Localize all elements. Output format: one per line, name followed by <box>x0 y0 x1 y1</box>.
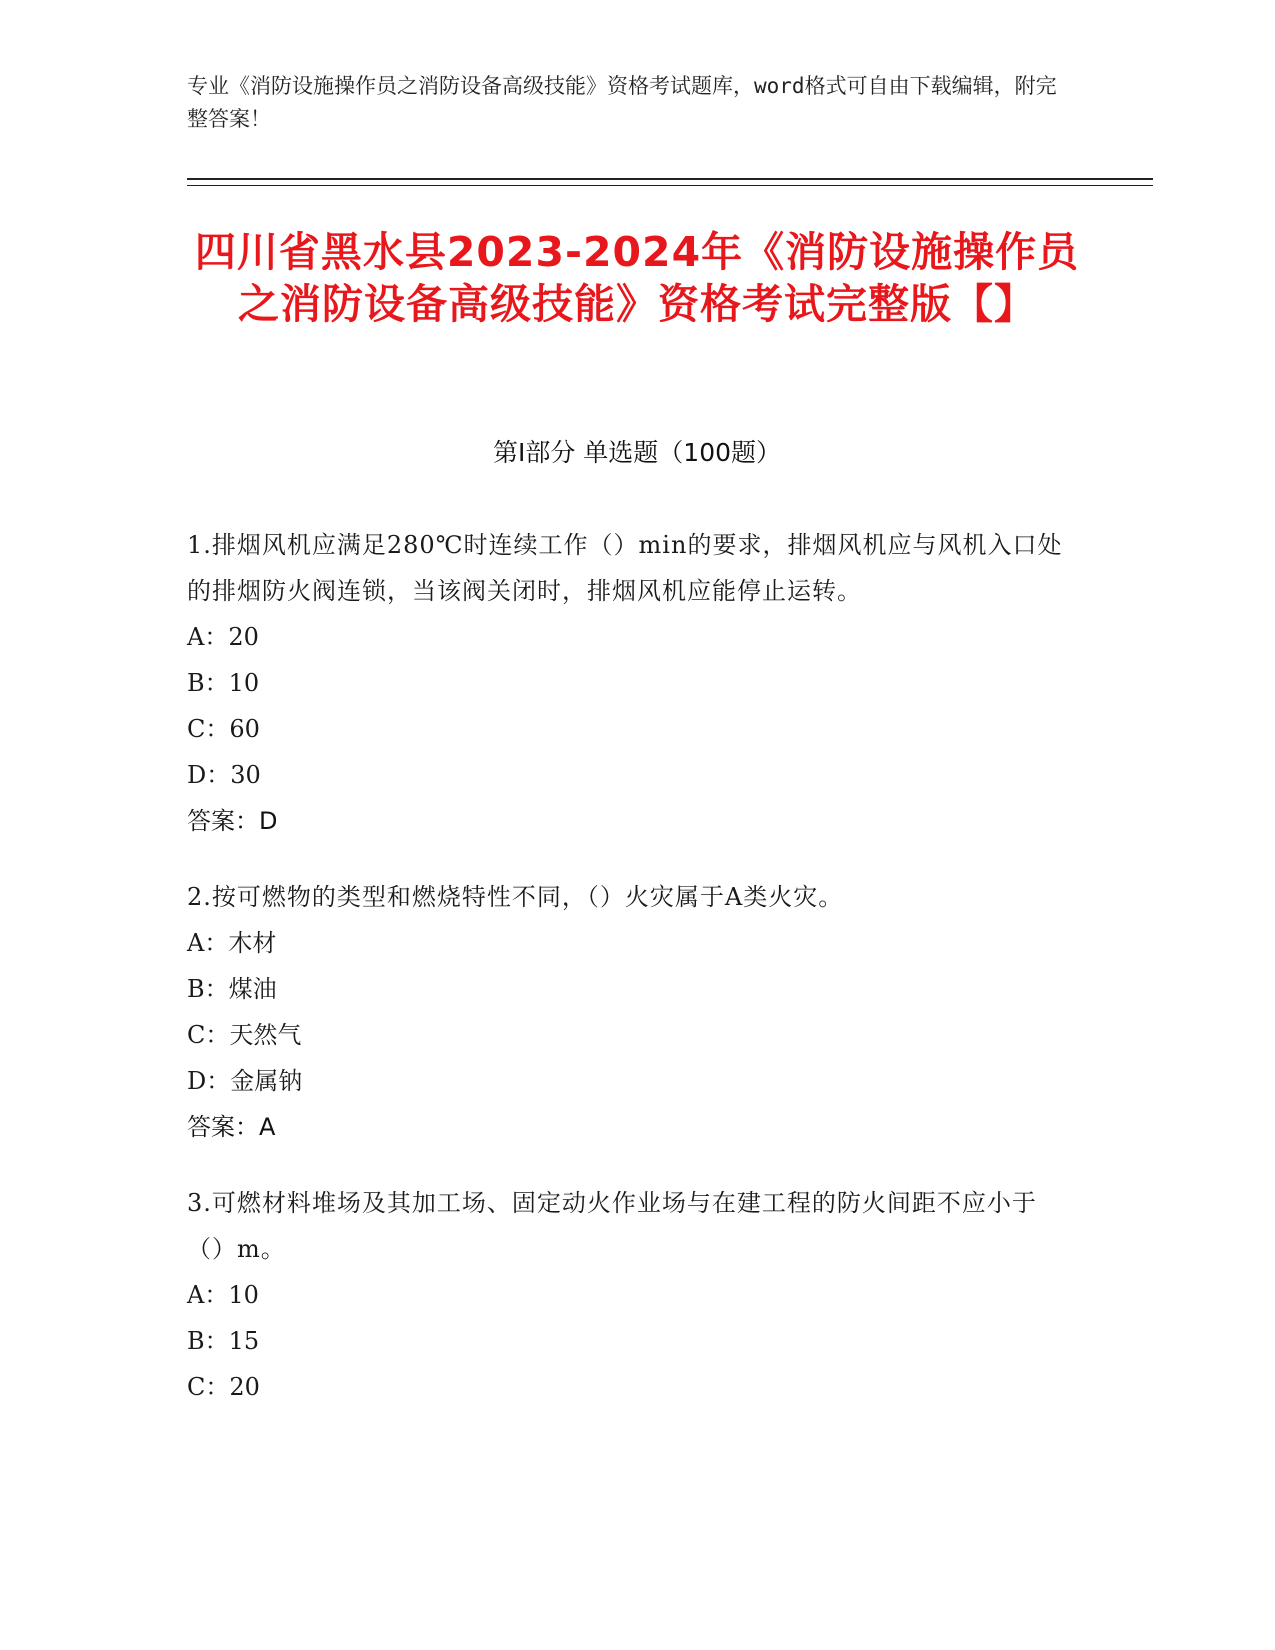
answer: 答案：D <box>187 807 278 835</box>
question-stem: 2.按可燃物的类型和燃烧特性不同，（）火灾属于A类火灾。 <box>187 883 844 911</box>
section-title: 第I部分 单选题（100题） <box>492 438 782 467</box>
question-list <box>187 522 1067 1440</box>
option-a: A：20 <box>187 623 259 651</box>
option-d: D：金属钠 <box>187 1067 303 1095</box>
question-2 <box>187 874 1067 1150</box>
header-divider-thick <box>187 178 1153 180</box>
option-b: B：15 <box>187 1327 260 1355</box>
option-d: D：30 <box>187 761 261 789</box>
question-1 <box>187 522 1067 844</box>
question-stem: 1.排烟风机应满足280℃时连续工作（）min的要求，排烟风机应与风机入口处的排烟防火阀连锁，当该阀关闭时，排烟风机应能停止运转。 <box>187 531 1063 605</box>
question-stem: 3.可燃材料堆场及其加工场、固定动火作业场与在建工程的防火间距不应小于（）m。 <box>187 1189 1037 1263</box>
header-note: 专业《消防设施操作员之消防设备高级技能》资格考试题库，word格式可自由下载编辑，附完整答案！ <box>187 74 1057 131</box>
option-c: C：20 <box>187 1373 260 1401</box>
option-b: B：10 <box>187 669 260 697</box>
option-c: C：天然气 <box>187 1021 302 1049</box>
answer: 答案：A <box>187 1113 276 1141</box>
option-b: B：煤油 <box>187 975 277 1003</box>
option-c: C：60 <box>187 715 260 743</box>
document-title: 四川省黑水县2023-2024年《消防设施操作员之消防设备高级技能》资格考试完整版【】 <box>194 228 1080 328</box>
header-divider-thin <box>187 185 1153 186</box>
option-a: A：10 <box>187 1281 259 1309</box>
question-3 <box>187 1180 1067 1410</box>
option-a: A：木材 <box>187 929 277 957</box>
